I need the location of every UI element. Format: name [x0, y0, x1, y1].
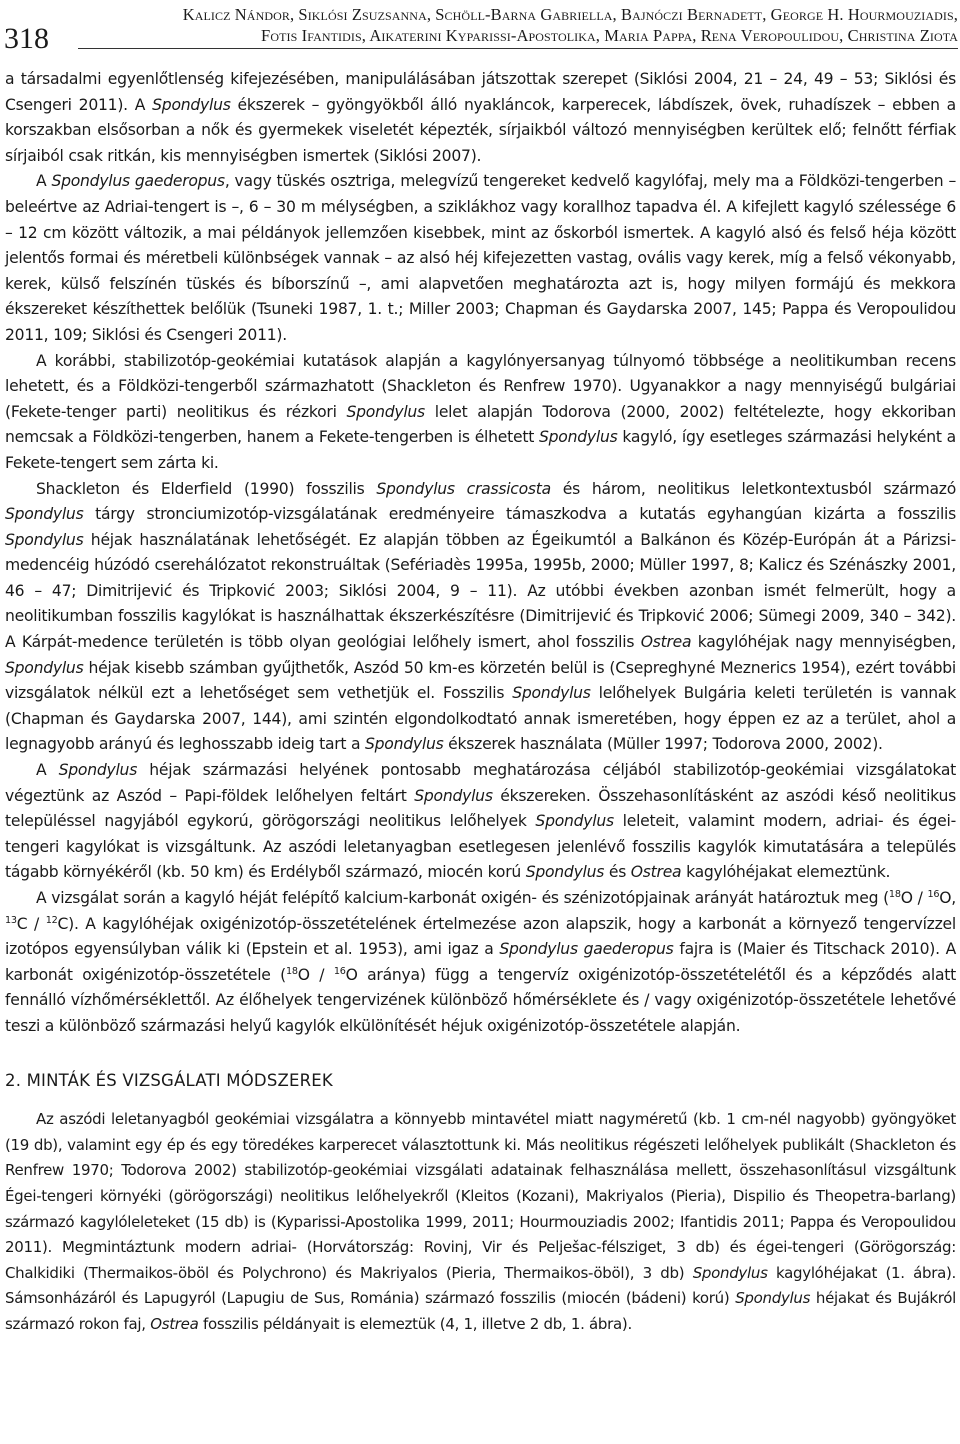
text-run: A [36, 172, 52, 191]
text-run: Shackleton és Elderfield (1990) fosszilis [36, 479, 377, 498]
italic-text-run: Ostrea [640, 633, 692, 652]
superscript-run: 16 [333, 965, 346, 977]
italic-text-run: Spondylus [152, 95, 231, 114]
paragraph [5, 477, 956, 759]
text-run: héjak használatának lehetőségét. Ez alapján többen az Égeikumtól a Balkánon és Közép-Európán át a Párizsi-medencéig húzódó cserehálózatot rekonstruáltak (Sefériadès 1995a, 1995b, 2000; Müller 1997, 8; Kalicz és Szénászky 2001, 46 – 47; Dimitrijević és Tripković 2003; Siklósi 2004, 9 – 11). Az utóbbi években azonban ismét felmerült, hogy a neolitikumban fosszilis kagylókat is használhattak ékszerkészítésre (Dimitrijević és Tripković 2006; Sümegi 2009, 340 – 342). A Kárpát-medence területén is több olyan geológiai lelőhely ismert, ahol fosszilis [5, 530, 956, 652]
text-run: lelet alapján Todorova (2000, 2002) feltételezte, hogy ekkoriban nemcsak a Földközi-tengerben, hanem a Fekete-tengerben is élhetett [5, 402, 956, 447]
text-run: lelőhelyek Bulgária keleti területén is vannak (Chapman és Gaydarska 2007, 144), ami szintén elgondolkodtató annak ismeretében, hogy éppen ez az a terület, ahol a legnagyobb arányú és leghosszabb ideig tart a [5, 684, 956, 754]
text-run: a társadalmi egyenlőtlenség kifejezésében, manipulálásában játszottak szerepet (Siklósi 2004, 21 – 24, 49 – 53; Siklósi és Csengeri 2011). A [5, 70, 956, 114]
text-run: kagylóhéjakat elemeztünk. [681, 863, 891, 882]
text-run: ékszerek használata (Müller 1997; Todorova 2000, 2002). [443, 735, 883, 754]
paragraph [5, 67, 956, 169]
header-rule [78, 48, 958, 49]
italic-text-run: Spondylus [414, 786, 493, 805]
text-run: O / [297, 965, 334, 984]
paragraph [5, 886, 956, 1040]
italic-text-run: Spondylus crassicosta [376, 479, 551, 498]
italic-text-run: Spondylus [346, 402, 425, 421]
running-head-authors-line-2: Fotis Ifantidis, Aikaterini Kyparissi-Apostolika, Maria Pappa, Rena Veropoulidou, Christina Ziota [261, 26, 958, 45]
italic-text-run: Spondylus [365, 735, 444, 754]
paragraph-group [5, 67, 956, 1040]
text-run: kagylóhéjakat (1. ábra). Sámsonházáról és Lapugyról (Lapugiu de Sus, Románia) származó fosszilis (miocén (bádeni) korú) [5, 1263, 957, 1308]
section-paragraph-group [5, 1107, 956, 1337]
text-run: fosszilis példányait is elemeztük (4, 1, illetve 2 db, 1. ábra). [198, 1314, 632, 1333]
italic-text-run: Ostrea [630, 863, 682, 882]
text-run: A korábbi, stabilizotóp-geokémiai kutatások alapján a kagylónyersanyag túlnyomó többsége a neolitikumban recens lehetett, és a Földközi-tengerből származhatott (Shackleton és Renfrew 1970). Ugyanakkor a nagy mennyiségű bulgáriai (Fekete-tenger parti) neolitikus és rézkori [5, 351, 956, 421]
text-run: Az aszódi leletanyagból geokémiai vizsgálatra a könnyebb mintavétel miatt nagyméretű (kb. 1 cm-nél nagyobb) gyöngyöket (19 db), valamint egy ép és egy töredékes karperecet választottunk ki. Más neolitikus régészeti lelőhelyek publikált (Shackleton és Renfrew 1970; Todorova 2002) stabilizotóp-geokémiai vizsgálati adatainak felhasználása mellett, összehasonlításul vizsgáltunk Égei-tengeri környéki (görögországi) neolitikus lelőhelyekről (Kleitos (Kozani), Makriyalos (Pieria), Dispilio és Theopetra-barlang) származó kagylóleleteket (15 db) is (Kyparissi-Apostolika 1999, 2011; Hourmouziadis 2002; Ifantidis 2011; Pappa és Veropoulidou 2011). Megmintáztunk modern adriai- (Horvátország: Rovinj, Vir és Pelješac-félsziget, 3 db) és égei-tengeri (Görögország: Chalkidiki (Thermaikos-öböl és Polychrono) és Makriyalos (Pieria, Thermaikos-öböl), 3 db) [5, 1110, 956, 1282]
text-run: O / [900, 889, 928, 907]
text-run: héjak kisebb számban gyűjthetők, Aszód 50 km-es körzetén belül is (Csepreghyné Meznerics 1954), ezért további vizsgálatok nélkül ezt a lehetőséget sem vethetjük el. Fosszilis [5, 658, 956, 703]
text-run: héjakat és Bujákról származó rokon faj, [5, 1289, 957, 1333]
text-run: O aránya) függ a tengervíz oxigénizotóp-összetételétől és a képződés alatt fennálló vízhőmérséklettől. Az élőhelyek tengervizének különböző hőmérséklete és / vagy oxigénizotóp-összetétele lehetővé teszi a különböző származási helyű kagylók elkülönítését héjuk oxigénizotóp-összetétele alapján. [5, 965, 956, 1035]
text-run: C / [16, 914, 46, 933]
superscript-run: 18 [888, 888, 901, 900]
text-run: tárgy stronciumizotóp-vizsgálatának eredményeire támaszkodva a kutatás egyhangúan kizárta a fosszilis [83, 505, 956, 524]
italic-text-run: Spondylus gaederopus [499, 940, 674, 959]
text-run: és három, neolitikus leletkontextusból származó [550, 479, 956, 498]
italic-text-run: Spondylus [525, 863, 605, 882]
running-head-authors-line-1: Kalicz Nándor, Siklósi Zsuzsanna, Schöll-Barna Gabriella, Bajnóczi Bernadett, George H. Hourmouziadis, [182, 5, 958, 24]
superscript-run: 13 [5, 914, 17, 926]
text-run: C). A kagylóhéjak oxigénizotóp-összetételének értelmezése azon alapszik, hogy a karbonát a környező tengervízzel izotópos egyensúlyban válik ki (Epstein et al. 1953), ami igaz a [5, 914, 956, 959]
text-run: kagylóhéjak nagy mennyiségben, [691, 633, 956, 652]
italic-text-run: Ostrea [150, 1314, 199, 1333]
italic-text-run: Spondylus [58, 761, 138, 780]
italic-text-run: Spondylus [735, 1289, 811, 1308]
italic-text-run: Spondylus [539, 428, 618, 447]
text-run: O, [939, 889, 956, 907]
running-head [78, 4, 958, 46]
italic-text-run: Spondylus [5, 658, 84, 677]
text-run: ékszerek – gyöngyökből álló nyakláncok, karperecek, lábdíszek, övek, ruhadíszek – ebben a korszakban elsősorban a nők és gyermekek viseletét képezték, sírjaikból változó mennyiségben kerültek elő; felnőtt férfiak sírjaiból csak ritkán, kis mennyiségben ismertek (Siklósi 2007). [5, 95, 956, 165]
text-run: kagyló, így esetleges származási helyként a Fekete-tengert sem zárta ki. [5, 428, 956, 472]
italic-text-run: Spondylus [535, 812, 614, 831]
italic-text-run: Spondylus [5, 530, 84, 549]
text-run: A vizsgálat során a kagyló héját felépítő kalcium-karbonát oxigén- és szénizotópjainak arányát határoztuk meg ( [36, 889, 889, 907]
superscript-run: 12 [45, 914, 58, 926]
paragraph [5, 758, 956, 886]
italic-text-run: Spondylus [5, 505, 84, 524]
superscript-run: 18 [285, 965, 298, 977]
italic-text-run: Spondylus [512, 684, 591, 703]
italic-text-run: Spondylus gaederopus [51, 172, 225, 191]
page-number: 318 [4, 22, 49, 55]
text-run: héjak származási helyének pontosabb meghatározása céljából stabilizotóp-geokémiai vizsgálatokat végeztünk az Aszód – Papi-földek lelőhelyen feltárt [5, 761, 957, 805]
italic-text-run: Spondylus [692, 1263, 768, 1282]
paragraph [5, 1107, 956, 1337]
text-run: fajra is (Maier és Titschack 2010). A karbonát oxigénizotóp-összetétele ( [5, 940, 957, 984]
text-run: és [604, 863, 631, 882]
text-run: A [36, 761, 59, 780]
text-run: , vagy tüskés osztriga, melegvízű tengereket kedvelő kagylófaj, mely ma a Földközi-tengerben – beleértve az Adriai-tengert is –, 6 – 30 m mélységben, a sziklákhoz vagy korallhoz tapadva él. A kifejlett kagyló szélessége 6 – 12 cm között változik, a mai példányok jellemzően kisebbek, mint az őskorból ismertek. A kagyló alsó és felső héja között jelentős formai és méretbeli különbségek vannak – az alsó héj kifejezetten vastag, ovális vagy kerek, míg a felső vékonyabb, kerek, külső felszínén tüskés és bíborszínű –, ami alapvetően meghatározta azt is, hogy milyen formájú és mekkora ékszereket készíthettek belőlük (Tsuneki 1987, 1. t.; Miller 2003; Chapman és Gaydarska 2007, 145; Pappa és Veropoulidou 2011, 109; Siklósi és Csengeri 2011). [5, 172, 957, 344]
section-heading: 2. MINTÁK ÉS VIZSGÁLATI MÓDSZEREK [5, 1070, 333, 1090]
paragraph [5, 169, 956, 348]
body-text [5, 67, 956, 1338]
superscript-run: 16 [927, 888, 940, 900]
paragraph [5, 349, 956, 477]
text-run: ékszereken. Összehasonlításként az aszódi késő neolitikus településsel nagyjából egykorú, görögországi neolitikus lelőhelyek [5, 786, 956, 831]
text-run: leleteit, valamint modern, adriai- és égei-tengeri kagylókat is vizsgáltunk. Az aszódi leletanyagban esetlegesen jelenlévő fosszilis kagylók kimutatására a település tágabb környékéről (kb. 50 km) és Erdélyből származó, miocén korú [5, 812, 956, 882]
